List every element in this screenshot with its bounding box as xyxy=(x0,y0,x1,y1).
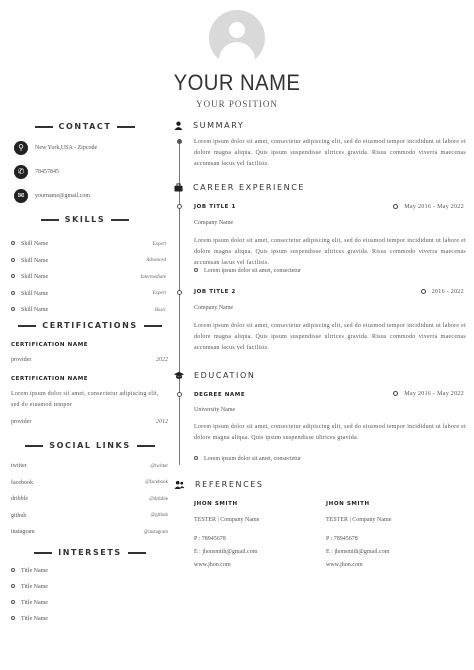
social-handle: @github xyxy=(150,513,168,519)
education-description: Lorem ipsum dolor sit amet, consectetur adipiscing elit, sed do eiusmod tempor incididunt ut labore et dolore magna aliqua. Quis ipsum suspendisse ultrices gravida. xyxy=(194,424,466,441)
bullet-circle-icon xyxy=(11,616,15,620)
job-company: Company Name xyxy=(194,220,234,226)
interests-list xyxy=(11,568,161,632)
social-link-item[interactable] xyxy=(11,508,168,525)
person-icon xyxy=(174,121,183,130)
bullet-circle-icon xyxy=(11,291,15,295)
contact-heading xyxy=(10,122,160,131)
social-link-item[interactable] xyxy=(11,475,168,492)
heading-bar xyxy=(25,445,43,447)
certification-name: CERTIFICATION NAME xyxy=(11,342,89,348)
heading-bar xyxy=(128,552,146,554)
reference-phone: P : 78945678 xyxy=(194,536,226,542)
interests-heading-text: INTERSETS xyxy=(58,548,122,557)
certifications-heading-text: CERTIFICATIONS xyxy=(42,321,138,330)
heading-bar xyxy=(41,219,59,221)
social-name: instagram xyxy=(11,529,35,536)
bullet-circle-icon xyxy=(11,568,15,572)
location-pin-icon: ⚲ xyxy=(14,141,28,155)
heading-bar xyxy=(137,445,155,447)
job-company: Company Name xyxy=(194,305,234,311)
job-date-text: 2016 - 2022 xyxy=(431,289,464,295)
social-handle: @facebook xyxy=(145,480,168,486)
certification-provider-row xyxy=(11,419,168,425)
bullet-circle-icon xyxy=(194,268,198,272)
bullet-circle-icon xyxy=(11,584,15,588)
briefcase-icon xyxy=(174,183,183,192)
summary-text: Lorem ipsum dolor sit amet, consectetur adipiscing elit, sed do eiusmod tempor incididunt ut labore et dolore magna aliqua. Quis ipsum suspendisse ultrices gravida. Risus commodo viverra maecenas accumsan lacus vel facilisis. xyxy=(194,139,466,167)
contact-phone xyxy=(14,165,59,179)
social-name: twitter xyxy=(11,463,27,470)
reference-email: E : jhonsmith@gmail.com xyxy=(326,549,390,555)
reference-role: TESTER | Company Name xyxy=(326,517,392,523)
experience-heading xyxy=(174,183,305,192)
university-name: University Name xyxy=(194,407,236,413)
contact-location xyxy=(14,141,97,155)
certifications-heading xyxy=(10,321,170,330)
reference-name: JHON SMITH xyxy=(326,501,370,507)
certification-provider-row xyxy=(11,357,168,363)
social-handle: @twitter xyxy=(150,463,168,469)
summary-heading-text: SUMMARY xyxy=(193,121,245,130)
reference-phone: P : 78945678 xyxy=(326,536,358,542)
contact-heading-text: CONTACT xyxy=(58,122,112,131)
degree-name: DEGREE NAME xyxy=(194,392,246,398)
skill-item xyxy=(11,286,166,303)
interest-item xyxy=(11,600,161,616)
skills-list xyxy=(11,236,166,319)
bullet-circle-icon xyxy=(194,456,198,460)
social-heading xyxy=(10,441,170,450)
job-date xyxy=(393,204,464,210)
reference-card xyxy=(326,501,446,575)
skill-level: Expert xyxy=(152,241,166,247)
skill-level: Advanced xyxy=(146,258,166,264)
education-date-text: May 2016 - May 2022 xyxy=(404,391,464,397)
heading-bar xyxy=(35,126,53,128)
education-heading xyxy=(174,371,255,380)
references-heading-text: REFERENCES xyxy=(195,480,264,489)
certification-provider: provider xyxy=(11,357,32,363)
timeline-circle xyxy=(177,290,182,295)
interest-title: Title Name xyxy=(21,584,48,590)
reference-email: E : jhonsmith@gmail.com xyxy=(194,549,258,555)
reference-website: www.jhon.com xyxy=(326,562,363,568)
heading-bar xyxy=(117,126,135,128)
contact-phone-text: 78457845 xyxy=(35,169,59,175)
certification-year: 2022 xyxy=(156,357,168,363)
social-handle: @dribble xyxy=(149,496,168,502)
timeline-dot xyxy=(177,139,182,144)
avatar-head-shape xyxy=(229,22,245,38)
people-icon xyxy=(174,480,185,489)
education-bullet xyxy=(194,456,301,462)
interest-item xyxy=(11,568,161,584)
skill-name: Skill Name xyxy=(21,307,49,314)
skill-name: Skill Name xyxy=(21,257,49,264)
job-bullet xyxy=(194,268,301,274)
job-description: Lorem ipsum dolor sit amet, consectetur adipiscing elit, sed do eiusmod tempor incididunt ut labore et dolore magna aliqua. Quis ipsum suspendisse ultrices gravida. Risus commodo viverra maecenas accumsan lacus vel facilisis. xyxy=(194,238,466,266)
reference-name: JHON SMITH xyxy=(194,501,238,507)
education-date xyxy=(393,391,464,397)
interest-item xyxy=(11,616,161,632)
skill-name: Skill Name xyxy=(21,274,49,281)
skill-item xyxy=(11,302,166,319)
skills-heading xyxy=(10,215,160,224)
job-bullet-text: Lorem ipsum dolor sit amet, consectetur xyxy=(204,268,301,274)
job-description: Lorem ipsum dolor sit amet, consectetur adipiscing elit, sed do eiusmod tempor incididunt ut labore et dolore magna aliqua. Quis ipsum suspendisse ultrices gravida. Risus commodo viverra maecenas accumsan lacus vel facilisis. xyxy=(194,323,466,351)
certification-year: 2012 xyxy=(156,419,168,425)
education-heading-text: EDUCATION xyxy=(194,371,256,380)
social-list xyxy=(11,458,168,541)
reference-card xyxy=(194,501,314,575)
heading-bar xyxy=(144,325,162,327)
phone-icon: ✆ xyxy=(14,165,28,179)
certification-description: Lorem ipsum dolor sit amet, consectetur adipiscing elit, sed do eiusmod tempor xyxy=(11,391,159,408)
heading-bar xyxy=(111,219,129,221)
contact-email-text: yourname@gmail.com xyxy=(35,193,91,199)
social-name: dribble xyxy=(11,496,28,503)
education-bullet-text: Lorem ipsum dolor sit amet, consectetur xyxy=(204,456,301,462)
skills-heading-text: SKILLS xyxy=(64,215,106,224)
skill-item xyxy=(11,236,166,253)
certification-name: CERTIFICATION NAME xyxy=(11,376,89,382)
social-link-item[interactable] xyxy=(11,458,168,475)
job-date xyxy=(421,289,464,295)
experience-heading-text: CAREER EXPERIENCE xyxy=(193,183,306,192)
timeline-circle xyxy=(177,204,182,209)
resume-name: YOUR NAME xyxy=(173,70,301,95)
social-link-item[interactable] xyxy=(11,491,168,508)
interest-title: Title Name xyxy=(21,568,48,574)
avatar-body-shape xyxy=(219,42,255,66)
clock-icon xyxy=(393,204,398,209)
social-handle: @instagram xyxy=(143,529,168,535)
certification-provider: provider xyxy=(11,419,32,425)
interests-heading xyxy=(10,548,170,557)
job-date-text: May 2016 - May 2022 xyxy=(404,204,464,210)
heading-bar xyxy=(18,325,36,327)
skill-level: Intermediate xyxy=(140,274,166,280)
mail-icon: ✉ xyxy=(14,189,28,203)
job-title: JOB TITLE 2 xyxy=(194,289,236,295)
graduation-cap-icon xyxy=(174,371,184,380)
bullet-circle-icon xyxy=(11,600,15,604)
bullet-circle-icon xyxy=(11,274,15,278)
skill-level: Expert xyxy=(152,291,166,297)
skill-level: Basic xyxy=(154,307,166,313)
resume-position: YOUR POSITION xyxy=(196,99,278,109)
skill-item xyxy=(11,269,166,286)
job-title: JOB TITLE 1 xyxy=(194,204,236,210)
bullet-circle-icon xyxy=(11,241,15,245)
avatar xyxy=(209,10,265,66)
contact-location-text: New York,USA - Zipcode xyxy=(35,145,98,151)
reference-role: TESTER | Company Name xyxy=(194,517,260,523)
social-name: facebook xyxy=(11,479,33,486)
heading-bar xyxy=(34,552,52,554)
interest-title: Title Name xyxy=(21,600,48,606)
social-link-item[interactable] xyxy=(11,524,168,541)
contact-email xyxy=(14,189,90,203)
social-name: github xyxy=(11,512,27,519)
timeline-circle xyxy=(177,392,182,397)
references-heading xyxy=(174,480,264,489)
clock-icon xyxy=(421,289,426,294)
summary-heading xyxy=(174,121,244,130)
interest-item xyxy=(11,584,161,600)
skill-item xyxy=(11,253,166,270)
clock-icon xyxy=(393,391,398,396)
social-heading-text: SOCIAL LINKS xyxy=(49,441,131,450)
bullet-circle-icon xyxy=(11,258,15,262)
skill-name: Skill Name xyxy=(21,290,49,297)
reference-website: www.jhon.com xyxy=(194,562,231,568)
interest-title: Title Name xyxy=(21,616,48,622)
bullet-circle-icon xyxy=(11,307,15,311)
skill-name: Skill Name xyxy=(21,241,49,248)
